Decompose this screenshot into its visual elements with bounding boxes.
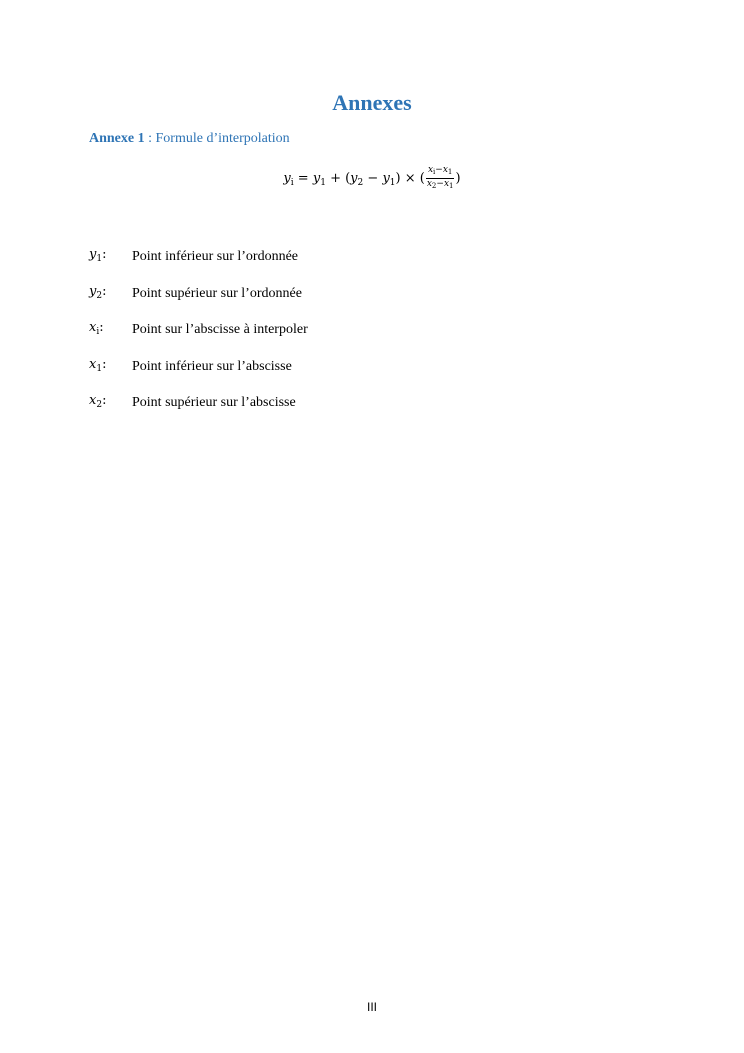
formula-t2-sub: 2 [357, 178, 364, 188]
den-op: − [436, 179, 444, 189]
definition-text: Point sur l’abscisse à interpoler [132, 322, 308, 337]
formula-fraction [426, 165, 455, 192]
num-b-sub: 1 [447, 168, 453, 176]
annex-separator: : [144, 131, 156, 146]
formula-t2-var: y [350, 171, 358, 186]
formula-eq: = [293, 171, 313, 186]
den-b-sub: 1 [449, 182, 454, 190]
formula-lhs-sub: i [290, 178, 294, 188]
definition-colon: : [102, 393, 107, 408]
definition-var: x [89, 320, 97, 335]
definition-colon: : [102, 283, 107, 299]
definition-sub: 2 [96, 290, 103, 301]
formula-t3-sub: 1 [389, 178, 396, 188]
page-number: III [366, 1000, 377, 1014]
den-b-var: x [443, 179, 450, 189]
definition-text: Point inférieur sur l’ordonnée [132, 249, 299, 264]
formula-close: ) [455, 171, 461, 186]
definition-sub: i [96, 327, 100, 337]
fraction-numerator [426, 165, 455, 179]
annex-caption-text: Formule d’interpolation [155, 131, 290, 146]
definition-sub: 2 [96, 400, 103, 410]
definition-symbol [89, 393, 106, 410]
formula-lhs-var: y [283, 171, 291, 186]
definition-var: x [89, 356, 97, 372]
definition-symbol [89, 357, 106, 374]
definition-colon: : [102, 247, 107, 262]
formula-t3-var: y [382, 171, 390, 186]
den-a-var: x [426, 179, 432, 189]
fraction-denominator [426, 179, 455, 192]
page-title: Annexes [332, 90, 412, 115]
formula-t1-sub: 1 [320, 178, 326, 188]
num-a-sub: i [433, 168, 436, 176]
definition-colon: : [99, 320, 104, 335]
formula-plus: + ( [325, 171, 351, 186]
formula-times: ) × ( [395, 171, 425, 186]
definition-var: y [89, 247, 97, 262]
formula-minus: − [363, 171, 383, 186]
num-op: − [435, 165, 443, 175]
definition-symbol [89, 284, 106, 301]
annex-caption [89, 131, 290, 147]
annex-label: Annexe 1 [89, 131, 145, 146]
num-a-var: x [427, 165, 434, 175]
definition-colon: : [102, 356, 107, 372]
definition-text: Point supérieur sur l’abscisse [132, 395, 296, 410]
formula-t1-var: y [312, 171, 321, 186]
den-a-sub: 2 [431, 182, 437, 190]
definition-symbol [89, 320, 104, 337]
num-b-var: x [442, 165, 448, 175]
definition-var: y [89, 283, 97, 299]
definition-symbol [89, 247, 106, 264]
definition-sub: 1 [96, 254, 103, 264]
definition-text: Point supérieur sur l’ordonnée [132, 285, 302, 301]
definition-var: x [89, 393, 97, 408]
definition-text: Point inférieur sur l’abscisse [132, 358, 292, 374]
definition-sub: 1 [96, 363, 103, 374]
interpolation-formula [0, 164, 744, 198]
